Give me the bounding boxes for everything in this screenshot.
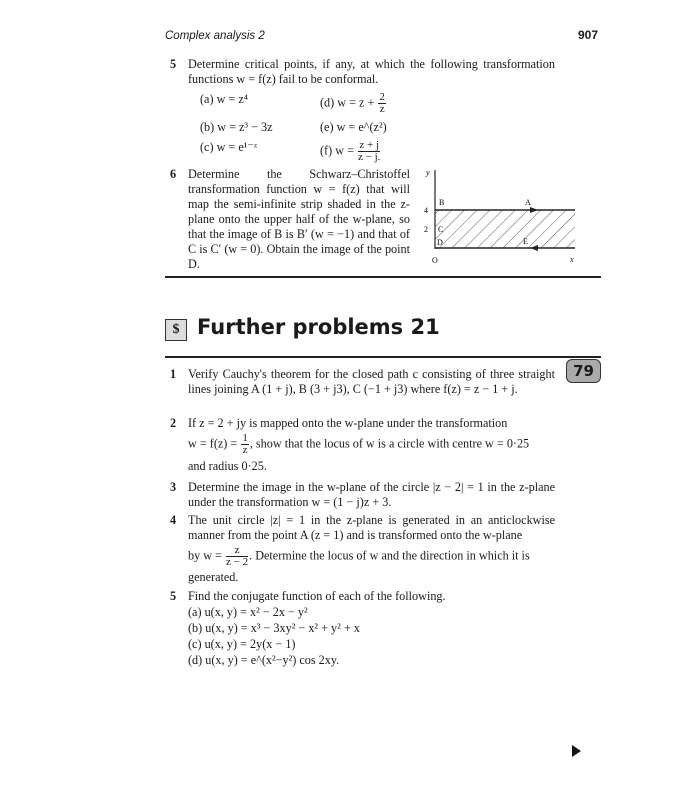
strip-figure (420, 165, 600, 275)
denominator: z (379, 103, 385, 115)
problem-text-line (188, 433, 555, 456)
fraction (241, 433, 249, 456)
x-label: x (570, 255, 574, 264)
point-b: B (439, 198, 445, 207)
numerator: 2 (379, 91, 385, 103)
problem-text-end: generated. (188, 570, 239, 584)
problem-text: Find the conjugate function of each of the following. (188, 589, 446, 603)
frame-number: 79 (566, 359, 601, 383)
item-a: (a) u(x, y) = x² − 2x − y² (188, 605, 308, 619)
numerator: z + j (359, 139, 380, 151)
sub-items (200, 92, 555, 163)
problem-text: If z = 2 + jy is mapped onto the w-plane under the transformation (188, 416, 508, 430)
problem-number: 3 (170, 480, 177, 494)
y-label: y (426, 168, 430, 177)
problem-text: The unit circle |z| = 1 in the z-plane is generated in an anticlockwise manner from the point A (z = 1) and is transformed onto the w-plane (188, 513, 555, 542)
point-d: D (437, 238, 443, 247)
fraction (378, 92, 386, 115)
tick-2: 2 (424, 225, 428, 234)
equation: w = f(z) = (188, 436, 238, 451)
running-header: Complex analysis 2 (165, 30, 265, 42)
further-problem-1 (170, 367, 555, 397)
problem-text: Determine the image in the w-plane of the circle |z − 2| = 1 in the z-plane under the transformation w = (1 − j)z + 3. (188, 480, 555, 509)
problem-number: 5 (170, 57, 177, 71)
item-c: (c) u(x, y) = 2y(x − 1) (188, 637, 296, 651)
item-d (320, 92, 480, 115)
problem-text-cont: . Determine the locus of w and the direction in which it is (249, 548, 530, 563)
further-problem-5 (170, 589, 555, 669)
further-problem-3 (170, 480, 555, 510)
fraction (358, 140, 380, 163)
further-problem-4 (170, 513, 555, 585)
item-b: (b) u(x, y) = x³ − 3xy² − x² + y² + x (188, 621, 360, 635)
next-page-arrow-icon[interactable] (572, 745, 581, 757)
exercise-6 (170, 167, 410, 272)
shaded-strip (435, 210, 575, 248)
fraction (226, 545, 248, 568)
problem-number: 1 (170, 367, 177, 381)
exercise-5 (170, 57, 555, 163)
section-divider (165, 276, 601, 278)
calculator-icon: $ (165, 319, 187, 341)
point-e: E (523, 237, 528, 246)
numerator: 1 (242, 432, 248, 444)
point-c: C (438, 225, 444, 234)
item-f (320, 140, 480, 163)
title-rule (165, 356, 601, 358)
item-d: (d) u(x, y) = e^(x²−y²) cos 2xy. (188, 653, 340, 667)
numerator: z (226, 545, 248, 557)
problem-text: Verify Cauchy's theorem for the closed path c consisting of three straight lines joining A (1 + j), B (3 + j3), C (−1 + j3) where f(z) = z − 1 + j. (188, 367, 555, 396)
problem-text-cont: , show that the locus of w is a circle with centre w = 0·25 (249, 436, 530, 451)
item-e: (e) w = e^(z²) (320, 120, 387, 134)
problem-text: Determine the Schwarz–Christoffel transformation function w = f(z) that will map the semi-infinite strip shaded in the z-plane onto the upper half of the w-plane, so that the image of B is B′ (w = −1) and that of C is C′ (w = 0). Obtain the image of the point D. (188, 167, 410, 271)
item-f-label: (f) w = (320, 143, 354, 158)
section-title: Further problems 21 (197, 315, 440, 339)
further-problem-2 (170, 416, 555, 474)
denominator: z − 2 (226, 556, 249, 568)
problem-text: Determine critical points, if any, at which the following transformation functions w = f(z) fail to be conformal. (188, 57, 555, 86)
denominator: z (242, 444, 248, 456)
point-a: A (525, 198, 531, 207)
denominator: z − j. (358, 151, 381, 163)
tick-4: 4 (424, 206, 428, 215)
problem-number: 2 (170, 416, 177, 430)
problem-number: 6 (170, 167, 177, 181)
problem-number: 5 (170, 589, 177, 603)
sub-items (188, 605, 555, 668)
problem-text-end: and radius 0·25. (188, 459, 267, 473)
page-number: 907 (578, 28, 599, 42)
item-c: (c) w = e¹⁻ᶻ (200, 140, 258, 154)
equation: by w = (188, 548, 222, 563)
origin-label: O (432, 256, 438, 265)
problem-number: 4 (170, 513, 177, 527)
problem-text-line (188, 545, 555, 568)
item-a: (a) w = z⁴ (200, 92, 249, 106)
item-d-label: (d) w = z + (320, 95, 375, 110)
item-b: (b) w = z³ − 3z (200, 120, 273, 134)
